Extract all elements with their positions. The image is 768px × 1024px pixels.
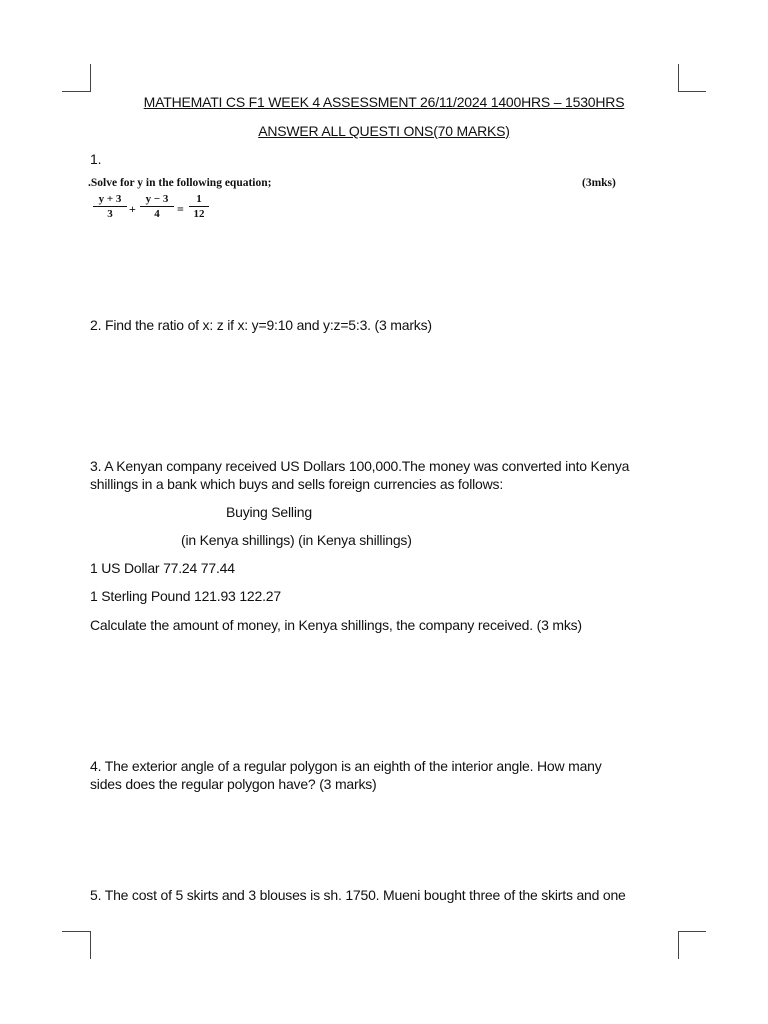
- crop-mark-bottom-left-v: [90, 931, 91, 959]
- crop-mark-bottom-right-v: [678, 931, 679, 959]
- crop-mark-top-left-v: [90, 64, 91, 92]
- rate-table-subheader: (in Kenya shillings) (in Kenya shillings): [181, 532, 412, 548]
- crop-mark-bottom-left-h: [62, 931, 90, 932]
- question-3-line-2: shillings in a bank which buys and sells foreign currencies as follows:: [90, 476, 504, 492]
- rate-table-row-gbp: 1 Sterling Pound 121.93 122.27: [90, 588, 281, 604]
- fraction-term-1: y + 3 3: [93, 193, 127, 220]
- crop-mark-top-right-h: [678, 91, 706, 92]
- question-1-marks: (3mks): [582, 177, 616, 189]
- question-4-line-1: 4. The exterior angle of a regular polygon is an eighth of the interior angle. How many: [90, 758, 602, 774]
- fraction-rhs: 1 12: [189, 193, 209, 220]
- instructions: ANSWER ALL QUESTI ONS(70 MARKS): [258, 123, 510, 139]
- fraction-term-2: y − 3 4: [140, 193, 174, 220]
- question-4-line-2: sides does the regular polygon have? (3 marks): [90, 776, 377, 792]
- rate-table-row-usd: 1 US Dollar 77.24 77.44: [90, 560, 235, 576]
- question-1-prompt: .Solve for y in the following equation;: [88, 177, 272, 189]
- question-5-line-1: 5. The cost of 5 skirts and 3 blouses is sh. 1750. Mueni bought three of the skirts and one: [90, 887, 626, 903]
- question-2: 2. Find the ratio of x: z if x: y=9:10 and y:z=5:3. (3 marks): [90, 317, 432, 333]
- equals-sign: =: [177, 202, 184, 216]
- page-title: MATHEMATI CS F1 WEEK 4 ASSESSMENT 26/11/2024 1400HRS – 1530HRS: [143, 94, 625, 110]
- crop-mark-bottom-right-h: [678, 931, 706, 932]
- rate-table-header: Buying Selling: [226, 504, 312, 520]
- question-1-number: 1.: [90, 151, 102, 167]
- plus-sign: +: [129, 202, 136, 216]
- question-3-line-1: 3. A Kenyan company received US Dollars 100,000.The money was converted into Kenya: [90, 458, 630, 474]
- crop-mark-top-right-v: [678, 64, 679, 92]
- question-3-question: Calculate the amount of money, in Kenya shillings, the company received. (3 mks): [90, 617, 582, 633]
- crop-mark-top-left-h: [62, 91, 90, 92]
